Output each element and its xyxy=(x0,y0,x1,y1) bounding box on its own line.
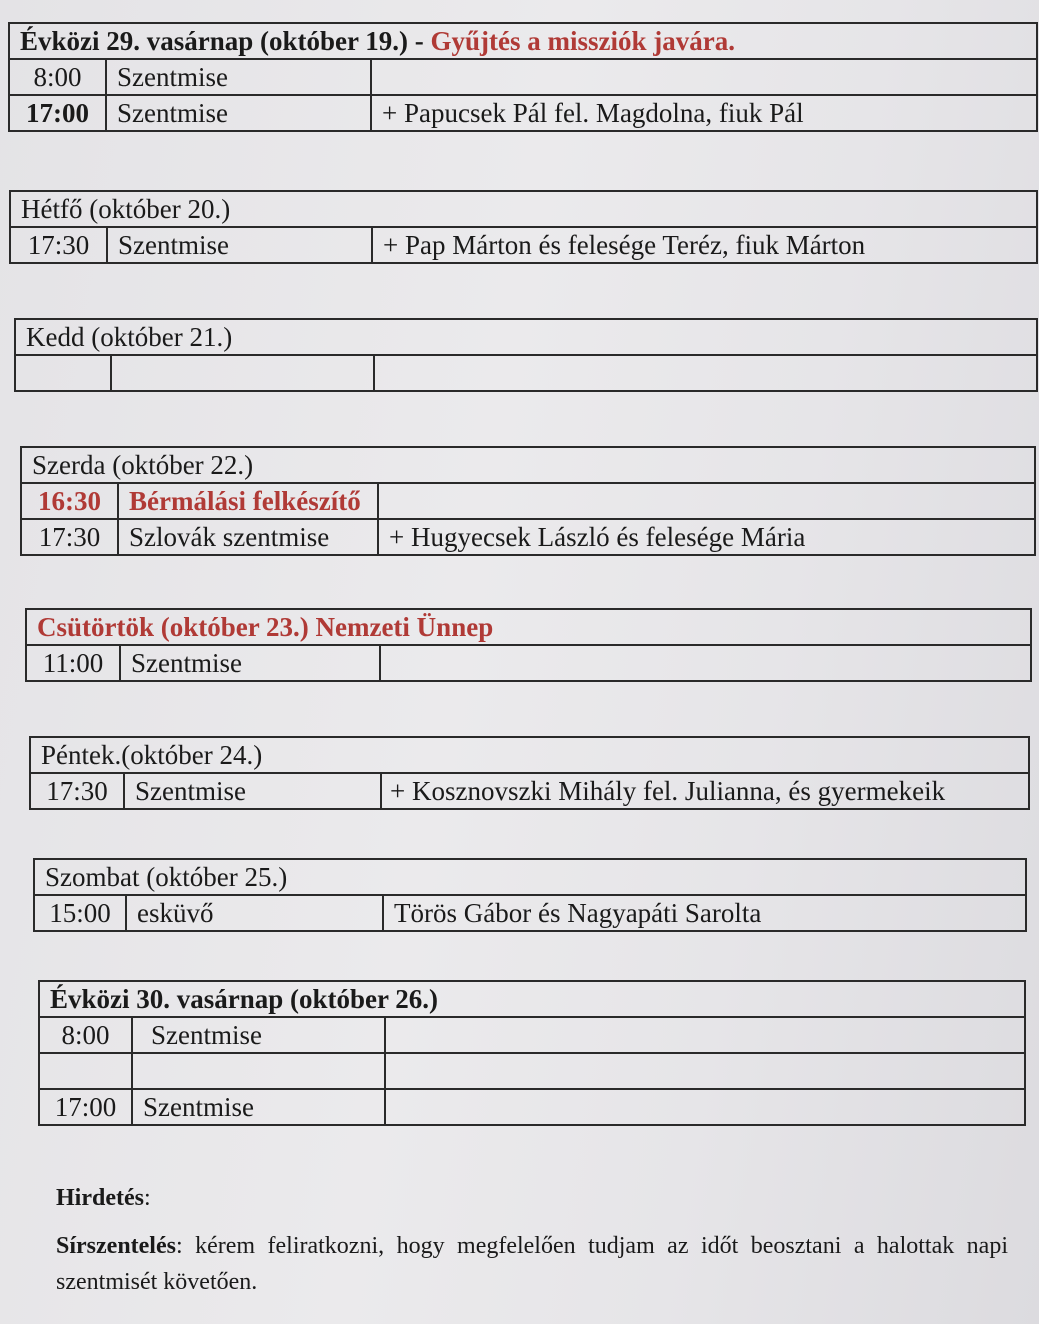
intention-cell xyxy=(385,1089,1025,1125)
time-cell xyxy=(15,355,111,391)
event-cell: Szentmise xyxy=(106,59,371,95)
day-title: Péntek.(október 24.) xyxy=(30,737,1029,773)
time-cell xyxy=(39,1053,132,1089)
intention-cell: + Papucsek Pál fel. Magdolna, fiuk Pál xyxy=(371,95,1037,131)
event-cell: Bérmálási felkészítő xyxy=(118,483,378,519)
schedule-row xyxy=(39,1053,1025,1089)
day-title: Csütörtök (október 23.) Nemzeti Ünnep xyxy=(26,609,1031,645)
schedule-row xyxy=(26,645,1031,681)
time-cell: 17:30 xyxy=(21,519,118,555)
time-cell: 17:00 xyxy=(39,1089,132,1125)
schedule-row xyxy=(15,355,1037,391)
day-title: Kedd (október 21.) xyxy=(15,319,1037,355)
day-table-oct-24 xyxy=(29,736,1030,810)
day-table-oct-21 xyxy=(14,318,1038,392)
announcement-heading-text: Hirdetés xyxy=(56,1185,144,1211)
time-cell: 15:00 xyxy=(34,895,126,931)
intention-cell: + Pap Márton és felesége Teréz, fiuk Márton xyxy=(372,227,1037,263)
schedule-row xyxy=(21,519,1035,555)
time-cell: 17:30 xyxy=(10,227,107,263)
intention-cell xyxy=(385,1053,1025,1089)
day-title: Évközi 29. vasárnap (október 19.) xyxy=(20,26,409,56)
day-table-oct-22 xyxy=(20,446,1036,556)
day-title: Évközi 30. vasárnap (október 26.) xyxy=(39,981,1025,1017)
day-table-oct-26 xyxy=(38,980,1026,1126)
event-cell: esküvő xyxy=(126,895,383,931)
intention-cell xyxy=(374,355,1037,391)
event-cell: Szentmise xyxy=(106,95,371,131)
schedule-row xyxy=(30,773,1029,809)
event-cell xyxy=(132,1053,385,1089)
schedule-row xyxy=(39,1017,1025,1053)
intention-cell: + Hugyecsek László és felesége Mária xyxy=(378,519,1035,555)
announcement-item-text: : kérem feliratkozni, hogy megfelelően tudjam az időt beosztani a halottak napi szentmisét követően. xyxy=(56,1233,1008,1295)
intention-cell xyxy=(371,59,1037,95)
schedule-row xyxy=(10,227,1037,263)
day-title: Szombat (október 25.) xyxy=(34,859,1026,895)
intention-cell: + Kosznovszki Mihály fel. Julianna, és gyermekeik xyxy=(381,773,1029,809)
time-cell: 16:30 xyxy=(21,483,118,519)
intention-cell xyxy=(380,645,1031,681)
intention-cell xyxy=(378,483,1035,519)
time-cell: 8:00 xyxy=(39,1017,132,1053)
day-header: Évközi 29. vasárnap (október 19.) - Gyűjtés a missziók javára. xyxy=(9,23,1037,59)
time-cell: 11:00 xyxy=(26,645,120,681)
event-cell: Szentmise xyxy=(124,773,381,809)
schedule-row xyxy=(21,483,1035,519)
day-table-oct-23 xyxy=(25,608,1032,682)
schedule-row xyxy=(34,895,1026,931)
announcement-heading: Hirdetés: xyxy=(56,1185,151,1211)
event-cell: Szentmise xyxy=(120,645,380,681)
event-cell: Szentmise xyxy=(107,227,372,263)
schedule-row xyxy=(39,1089,1025,1125)
event-cell: Szentmise xyxy=(132,1089,385,1125)
intention-cell xyxy=(385,1017,1025,1053)
day-table-oct-25 xyxy=(33,858,1027,932)
announcement-item xyxy=(56,1228,1008,1300)
event-cell xyxy=(111,355,374,391)
time-cell: 8:00 xyxy=(9,59,106,95)
time-cell: 17:30 xyxy=(30,773,124,809)
day-title: Hétfő (október 20.) xyxy=(10,191,1037,227)
day-title-note: Gyűjtés a missziók javára. xyxy=(430,26,736,56)
announcement-item-title: Sírszentelés xyxy=(56,1233,176,1259)
intention-cell: Törös Gábor és Nagyapáti Sarolta xyxy=(383,895,1026,931)
event-cell: Szlovák szentmise xyxy=(118,519,378,555)
schedule-row xyxy=(9,59,1037,95)
time-cell: 17:00 xyxy=(9,95,106,131)
schedule-row xyxy=(9,95,1037,131)
day-title: Szerda (október 22.) xyxy=(21,447,1035,483)
day-table-oct-20 xyxy=(9,190,1038,264)
day-table-oct-19 xyxy=(8,22,1038,132)
event-cell: Szentmise xyxy=(132,1017,385,1053)
